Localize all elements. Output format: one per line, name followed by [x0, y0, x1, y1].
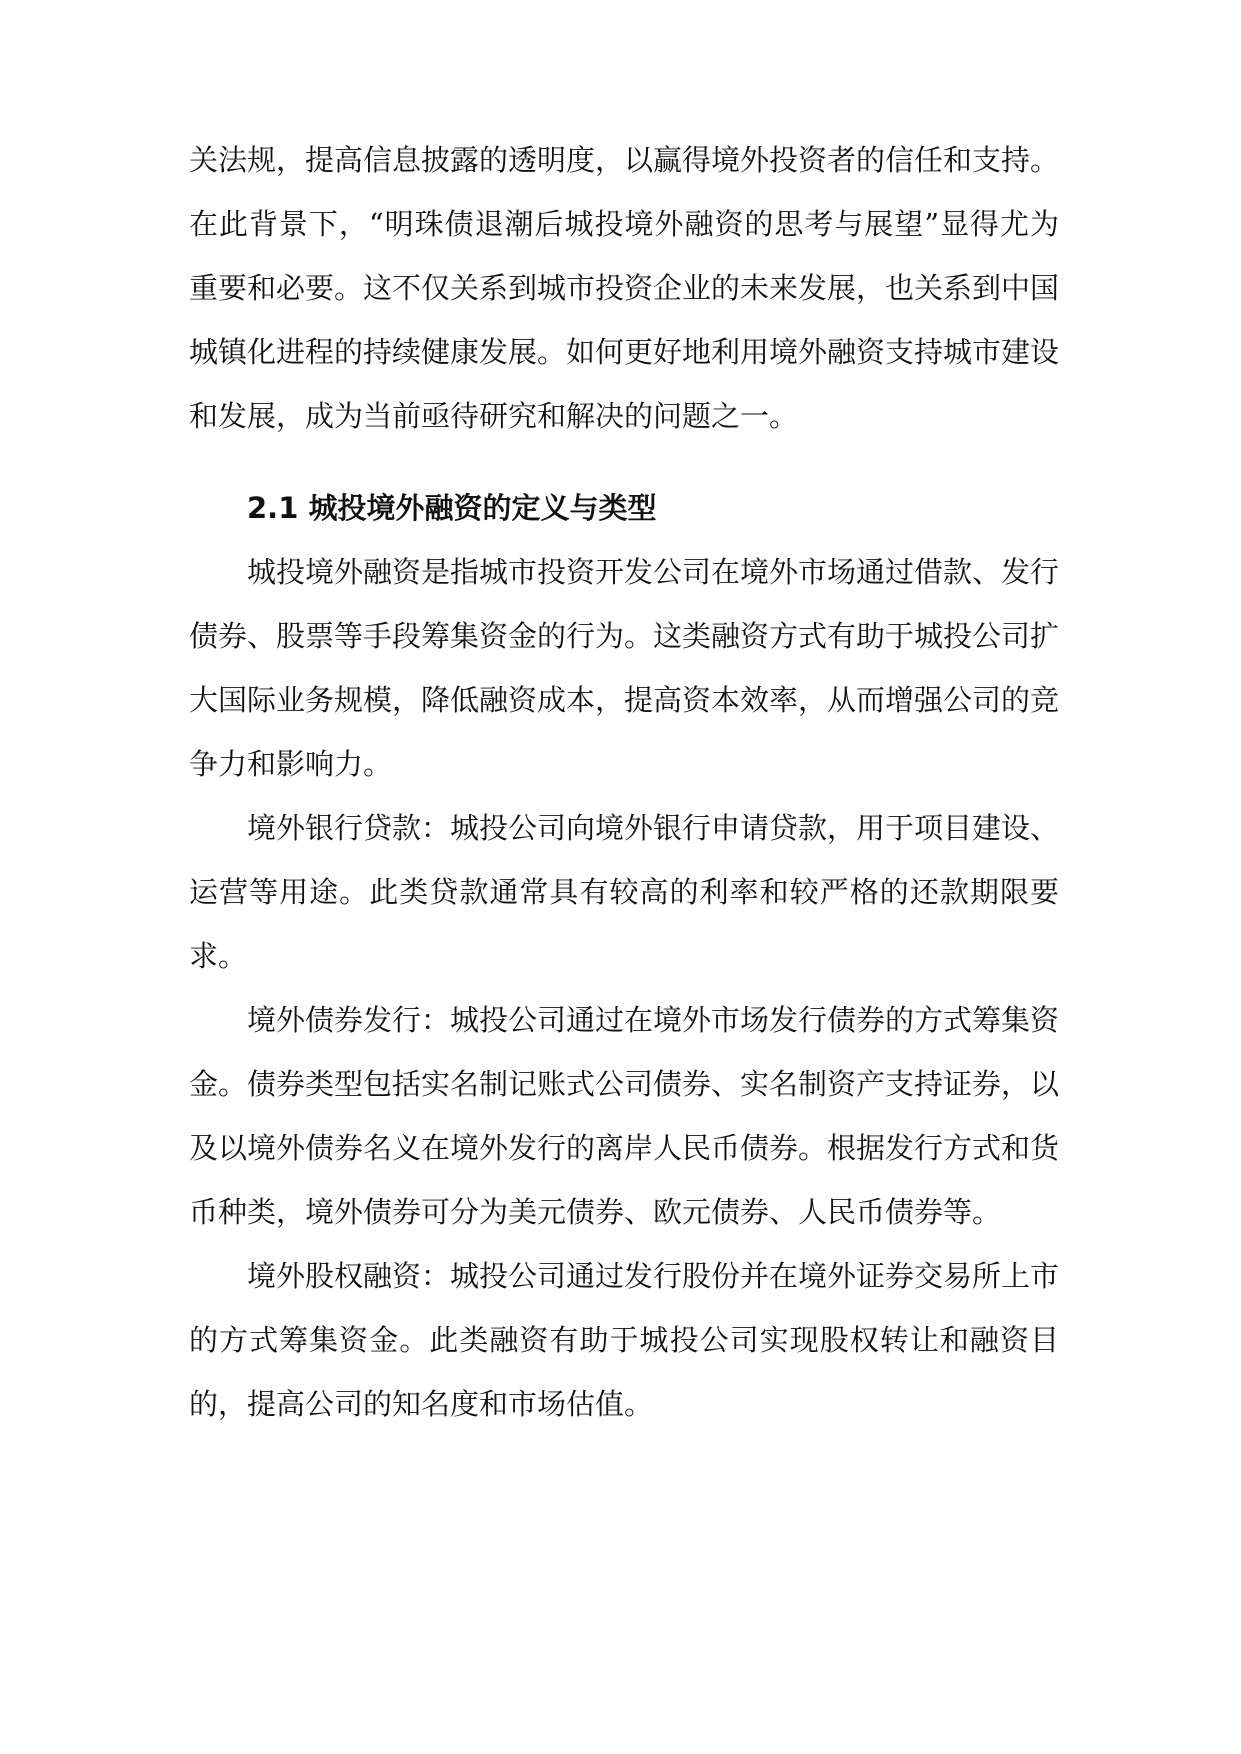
section-spacer: [189, 448, 1059, 476]
paragraph-definition: 城投境外融资是指城市投资开发公司在境外市场通过借款、发行债券、股票等手段筹集资金的行为。这类融资方式有助于城投公司扩大国际业务规模，降低融资成本，提高资本效率，从而增强公司的竞争力和影响力。: [189, 555, 1060, 781]
paragraph-bond-issuance: 境外债券发行：城投公司通过在境外市场发行债券的方式筹集资金。债券类型包括实名制记账式公司债券、实名制资产支持证券，以及以境外债券名义在境外发行的离岸人民币债券。根据发行方式和货币种类，境外债券可分为美元债券、欧元债券、人民币债券等。: [189, 1003, 1060, 1229]
paragraph-bank-loans: 境外银行贷款：城投公司向境外银行申请贷款，用于项目建设、运营等用途。此类贷款通常具有较高的利率和较严格的还款期限要求。: [189, 811, 1060, 973]
document-body: [189, 128, 1059, 1436]
section-heading: 2.1 城投境外融资的定义与类型: [247, 491, 657, 525]
paragraph-equity-financing: 境外股权融资：城投公司通过发行股份并在境外证券交易所上市的方式筹集资金。此类融资有助于城投公司实现股权转让和融资目的，提高公司的知名度和市场估值。: [189, 1259, 1060, 1421]
paragraph-continued: 关法规，提高信息披露的透明度，以赢得境外投资者的信任和支持。在此背景下，“明珠债退潮后城投境外融资的思考与展望”显得尤为重要和必要。这不仅关系到城市投资企业的未来发展，也关系到中国城镇化进程的持续健康发展。如何更好地利用境外融资支持城市建设和发展，成为当前亟待研究和解决的问题之一。: [189, 143, 1060, 433]
